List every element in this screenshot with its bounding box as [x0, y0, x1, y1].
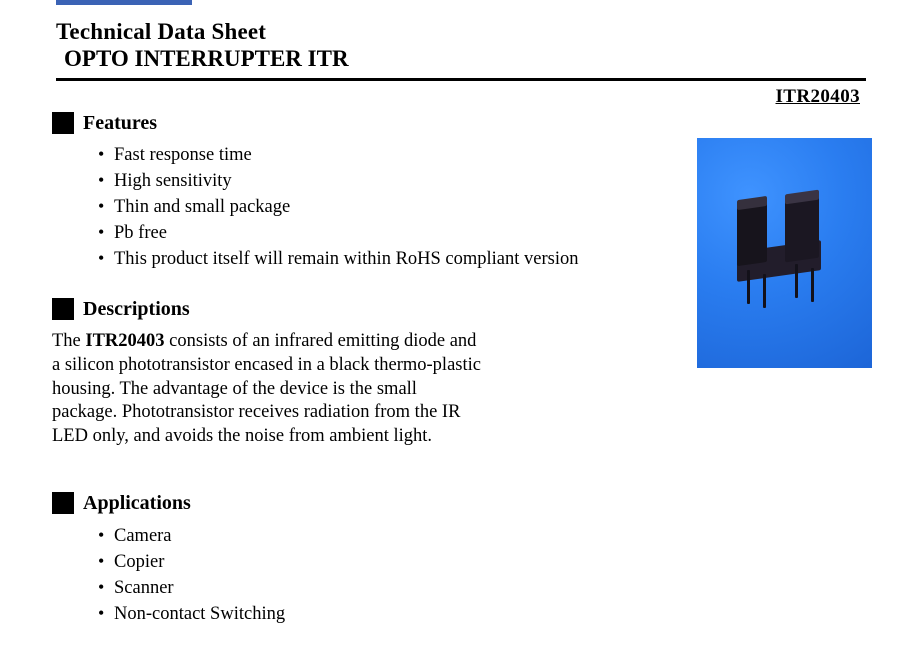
page-title: Technical Data Sheet [56, 19, 267, 44]
page-subtitle: OPTO INTERRUPTER ITR [64, 46, 349, 71]
document-title-block [56, 18, 866, 72]
square-bullet-icon [52, 112, 74, 134]
opto-interrupter-component [733, 196, 833, 296]
descriptions-body [52, 330, 482, 449]
part-number: ITR20403 [775, 86, 860, 107]
descriptions-heading [52, 298, 190, 320]
header-divider [56, 78, 866, 81]
component-lead [763, 274, 766, 308]
list-item: • Thin and small package [98, 194, 579, 220]
list-item: • Pb free [98, 220, 579, 246]
list-item: • Non-contact Switching [98, 601, 285, 627]
desc-part-number: ITR20403 [85, 331, 165, 351]
desc-text-after: consists of an infrared emitting diode and a silicon phototransistor encased in a black thermo-plastic housing. The advantage of the device is the small package. Phototransistor receives radiation from the IR LED only, and avoids the noise from ambient light. [52, 331, 481, 447]
features-heading-label: Features [83, 112, 158, 134]
list-item: • Copier [98, 549, 285, 575]
component-lead [811, 268, 814, 302]
component-lead [795, 264, 798, 298]
list-item: • Fast response time [98, 142, 579, 168]
list-item: • This product itself will remain within RoHS compliant version [98, 246, 579, 272]
list-item: • High sensitivity [98, 168, 579, 194]
descriptions-heading-label: Descriptions [83, 298, 190, 320]
features-heading [52, 112, 157, 134]
component-lead [747, 270, 750, 304]
applications-heading [52, 492, 191, 514]
list-item: • Camera [98, 523, 285, 549]
square-bullet-icon [52, 492, 74, 514]
component-left-tower [737, 200, 767, 266]
component-right-tower [785, 194, 819, 263]
logo-bar [56, 0, 192, 5]
applications-heading-label: Applications [83, 492, 191, 514]
list-item: • Scanner [98, 575, 285, 601]
applications-list [98, 523, 285, 627]
square-bullet-icon [52, 298, 74, 320]
desc-text-before: The [52, 331, 86, 351]
features-list [98, 142, 579, 272]
product-photo [697, 138, 872, 368]
